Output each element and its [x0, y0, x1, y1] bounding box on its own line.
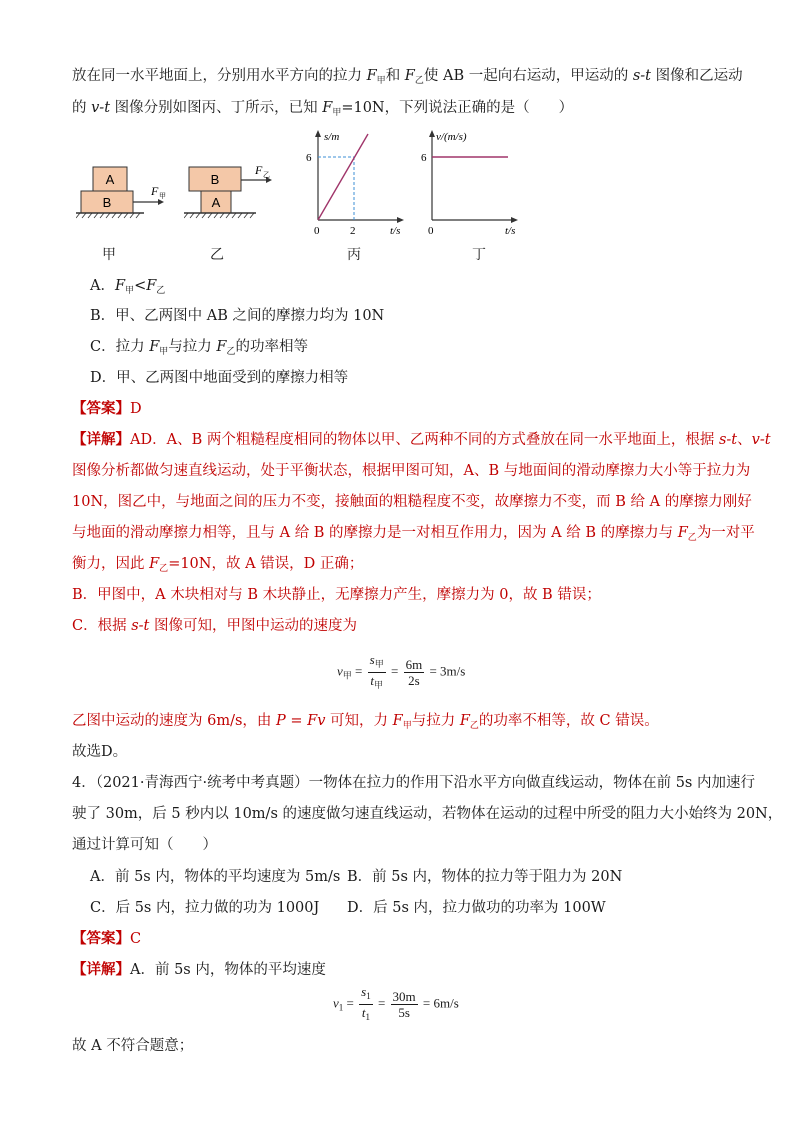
- q4-conclusion: 故 A 不符合题意；: [72, 1038, 194, 1054]
- q4-option-c: C．后 5s 内，拉力做的功为 1000J: [90, 900, 320, 916]
- caption-bing: 丙: [347, 247, 361, 263]
- y-tick-label: 6: [421, 152, 427, 164]
- q4-stem-line-2: 驶了 30m，后 5 秒内以 10m/s 的速度做匀速直线运动，若物体在运动的过程中所受的阻力大小始终为 20N，: [72, 806, 783, 822]
- q3-detail-line-5: 衡力，因此 $F_乙=10N$，故 A 错误，D 正确；: [72, 556, 364, 574]
- origin-label: 0: [428, 225, 434, 237]
- caption-ding: 丁: [472, 247, 486, 263]
- formula-v-jia: $v_甲$ = $\frac{s_甲}{t_甲}$ = $\frac{6m}{2s}$ = 3m/s: [337, 652, 465, 693]
- x-tick-label: 2: [350, 225, 356, 237]
- caption-jia: 甲: [102, 247, 116, 263]
- y-axis-label: v/(m/s): [436, 131, 467, 143]
- q3-detail-line-3: 10N，图乙中，与地面之间的压力不变，接触面的粗糙程度不变，故摩擦力不变，而 B 给 A 的摩擦力刚好: [72, 494, 752, 510]
- q3-detail-line-4: 与地面的滑动摩擦力相等，且与 A 给 B 的摩擦力是一对相互作用力，因为 A 给 B 的摩擦力与 $F_乙$为一对平: [72, 525, 755, 543]
- q3-option-c: C．拉力 $F_甲$与拉力 $F_乙$的功率相等: [90, 339, 308, 357]
- intro-line-2: 的 v-t 图像分别如图丙、丁所示，已知 $F_甲=10N$，下列说法正确的是（ ）: [72, 100, 574, 118]
- q4-stem-line-1: 4．（2021·青海西宁·统考中考真题）一物体在拉力的作用下沿水平方向做直线运动，物体在前 5s 内加速行: [72, 775, 755, 791]
- formula-v1: $v_1$ = $\frac{s_1}{t_1}$ = $\frac{30m}{5s}$ = 6m/s: [333, 984, 459, 1025]
- y-tick-label: 6: [306, 152, 312, 164]
- q3-detail-line-2: 图像分析都做匀速直线运动，处于平衡状态，根据甲图可知，A、B 与地面间的滑动摩擦力大小等于拉力为: [72, 463, 751, 479]
- q4-option-a: A．前 5s 内，物体的平均速度为 5m/s: [90, 869, 341, 885]
- origin-label: 0: [314, 225, 320, 237]
- figure-ding: [418, 128, 530, 240]
- q3-detail-line-1: 【详解】AD．A、B 两个粗糙程度相同的物体以甲、乙两种不同的方式叠放在同一水平地面上，根据 s-t、v-t: [72, 431, 771, 448]
- intro-line-1: 放在同一水平地面上，分别用水平方向的拉力 $F_甲$和 $F_乙$使 AB 一起向右运动，甲运动的 s-t 图像和乙运动: [72, 68, 743, 86]
- q4-answer: 【答案】C: [72, 930, 142, 947]
- svg-text:乙: 乙: [263, 171, 270, 179]
- block-b-label: B: [102, 195, 112, 210]
- data-line: [318, 134, 368, 220]
- fraction-s-over-t: $\frac{s_1}{t_1}$: [361, 984, 371, 1022]
- fraction-values: $\frac{6m}{2s}$: [405, 657, 423, 688]
- force-label: F: [151, 184, 159, 198]
- block-a-label: A: [105, 172, 115, 187]
- q3-answer: 【答案】D: [72, 400, 142, 417]
- figure-yi: [184, 160, 294, 230]
- figure-bing: [300, 128, 412, 240]
- fraction-s-over-t: $\frac{s_甲}{t_甲}$: [369, 652, 384, 690]
- q3-option-b: B．甲、乙两图中 AB 之间的摩擦力均为 10N: [90, 308, 385, 324]
- x-axis-label: t/s: [390, 225, 401, 237]
- force-label: F: [255, 163, 263, 177]
- q4-option-d: D．后 5s 内，拉力做功的功率为 100W: [347, 900, 606, 916]
- q4-detail-line-1: 【详解】A．前 5s 内，物体的平均速度: [72, 961, 326, 978]
- q4-stem-line-3: 通过计算可知（ ）: [72, 837, 217, 853]
- y-axis-label: s/m: [324, 131, 340, 143]
- svg-text:甲: 甲: [159, 192, 166, 200]
- block-b-label: B: [210, 172, 220, 187]
- q3-option-a: A．$F_甲<F_乙$: [90, 278, 166, 296]
- q4-option-b: B．前 5s 内，物体的拉力等于阻力为 20N: [347, 869, 623, 885]
- q3-conclusion: 故选D。: [72, 744, 128, 760]
- q3-option-d: D．甲、乙两图中地面受到的摩擦力相等: [90, 370, 349, 386]
- q3-detail-c: C．根据 s-t 图像可知，甲图中运动的速度为: [72, 618, 357, 634]
- block-a-label: A: [211, 195, 221, 210]
- x-axis-label: t/s: [505, 225, 516, 237]
- caption-yi: 乙: [210, 247, 224, 263]
- q3-detail-b: B．甲图中，A 木块相对与 B 木块静止，无摩擦力产生，摩擦力为 0，故 B 错误；: [72, 587, 601, 603]
- figure-jia: [76, 160, 186, 230]
- fraction-values: $\frac{30m}{5s}$: [392, 989, 416, 1020]
- q3-detail-after-formula: 乙图中运动的速度为 6m/s，由 P = Fv 可知，力 $F_甲$与拉力 $F_乙$的功率不相等，故 C 错误。: [72, 713, 659, 731]
